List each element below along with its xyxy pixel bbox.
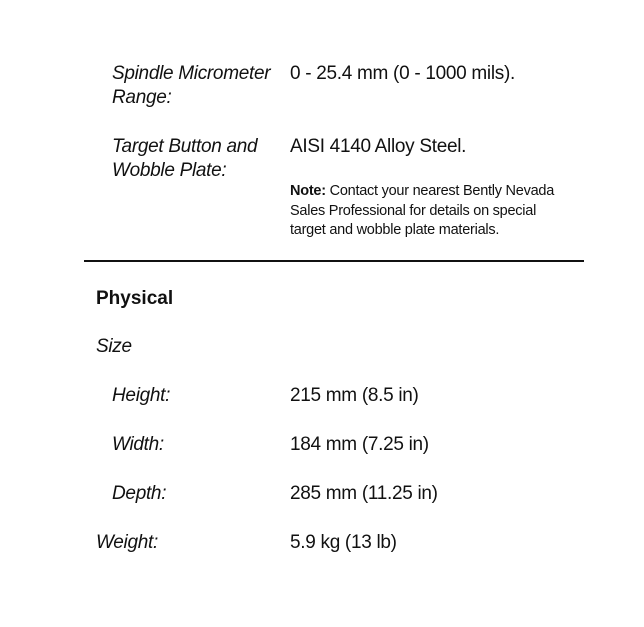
- target-button-label-line1: Target Button and: [112, 136, 258, 157]
- size-label: Size: [96, 336, 132, 357]
- height-value: 215 mm (8.5 in): [290, 385, 419, 406]
- weight-value: 5.9 kg (13 lb): [290, 532, 397, 553]
- note-label: Note:: [290, 183, 326, 199]
- target-note-line2: Sales Professional for details on special: [290, 202, 537, 219]
- target-note-line1: [290, 182, 580, 202]
- note-text-line1: Contact your nearest Bently Nevada: [325, 183, 555, 199]
- physical-section-title: Physical: [96, 288, 174, 309]
- target-button-label: [112, 135, 257, 183]
- target-button-label-line2: Wobble Plate:: [112, 160, 227, 181]
- weight-label: Weight:: [96, 532, 158, 553]
- width-label: Width:: [112, 434, 164, 455]
- depth-label: Depth:: [112, 483, 167, 504]
- spindle-range-value: 0 - 25.4 mm (0 - 1000 mils).: [290, 63, 515, 84]
- target-button-value: AISI 4140 Alloy Steel.: [290, 136, 467, 157]
- target-note-line3: target and wobble plate materials.: [290, 222, 500, 238]
- spindle-range-label-line2: Range:: [112, 87, 172, 108]
- spindle-range-label: [112, 62, 270, 110]
- depth-value: 285 mm (11.25 in): [290, 483, 438, 504]
- spindle-range-label-line1: Spindle Micrometer: [112, 63, 271, 84]
- target-note: [290, 182, 580, 241]
- section-divider: [84, 260, 584, 262]
- height-label: Height:: [112, 385, 171, 406]
- width-value: 184 mm (7.25 in): [290, 434, 429, 455]
